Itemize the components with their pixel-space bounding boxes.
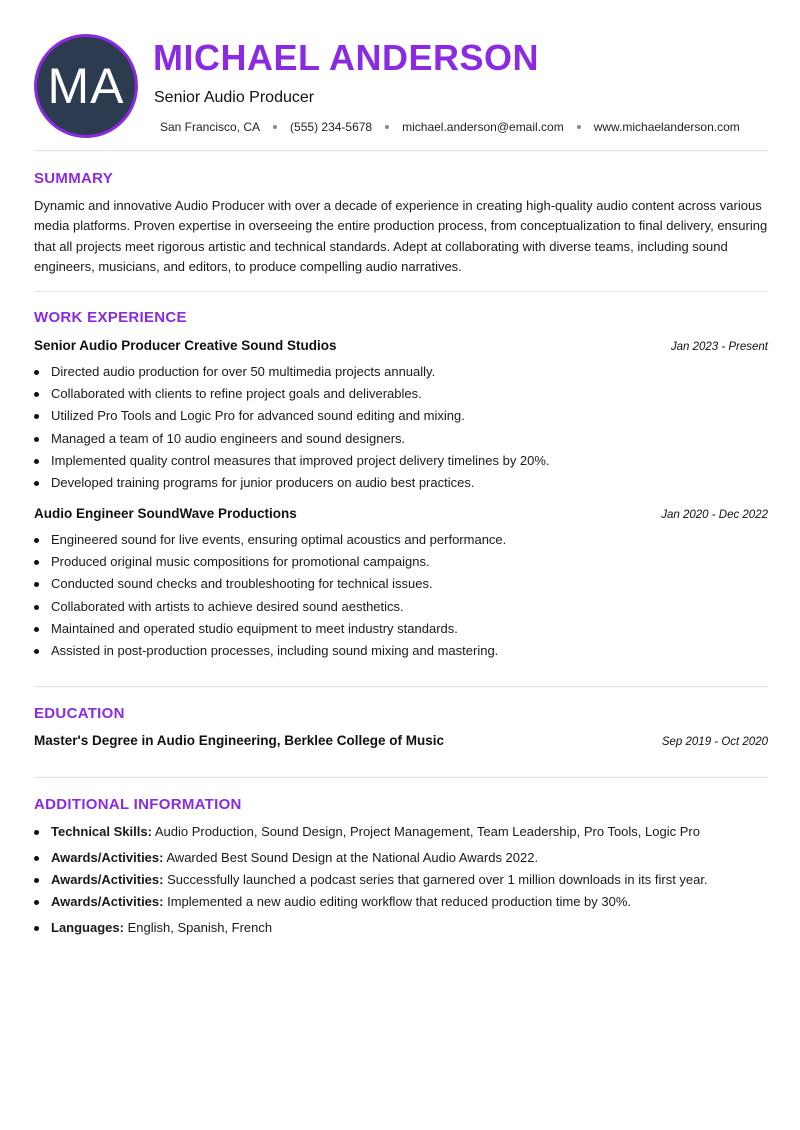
job-bullet-list [51,362,550,495]
job-header [34,338,768,353]
list-item: Engineered sound for live events, ensuring optimal acoustics and performance. [51,530,506,552]
section-divider [34,150,768,151]
job-dates: Jan 2020 - Dec 2022 [661,509,768,521]
experience-heading: WORK EXPERIENCE [34,309,187,326]
item-label: Awards/Activities: [51,894,164,909]
summary-text: Dynamic and innovative Audio Producer with over a decade of experience in creating high-quality audio content across various media platforms. Proven expertise in overseeing the entire production process, from conceptualization to final delivery, ensuring that all projects meet rigorous artistic and technical standards. Adept at collaborating with diverse teams, including sound engineers, musicians, and editors, to produce compelling audio narratives. [34,198,768,274]
education-dates: Sep 2019 - Oct 2020 [661,736,768,748]
resume-header [34,34,768,138]
job-dates: Jan 2023 - Present [670,341,768,353]
candidate-name: MICHAEL ANDERSON [153,37,540,78]
summary-heading: SUMMARY [34,170,114,187]
education-entry [34,733,768,748]
list-item: Directed audio production for over 50 multimedia projects annually. [51,362,550,384]
contact-location: San Francisco, CA [160,120,261,134]
item-text: Audio Production, Sound Design, Project Management, Team Leadership, Pro Tools, Logic Pro [154,824,700,839]
item-text: Implemented a new audio editing workflow that reduced production time by 30%. [167,894,632,909]
contact-phone: (555) 234-5678 [290,120,373,134]
contact-website[interactable]: www.michaelanderson.com [593,120,740,134]
item-label: Languages: [51,920,124,935]
list-item: Managed a team of 10 audio engineers and sound designers. [51,429,550,451]
candidate-title: Senior Audio Producer [154,89,315,106]
contact-email[interactable]: michael.anderson@email.com [402,120,564,134]
list-item: Conducted sound checks and troubleshooting for technical issues. [51,574,506,596]
section-divider [34,686,768,687]
additional-heading: ADDITIONAL INFORMATION [34,796,242,813]
list-item: Implemented quality control measures that improved project delivery timelines by 20%. [51,451,550,473]
list-item [51,848,708,870]
avatar: MA [34,34,138,138]
list-item: Maintained and operated studio equipment to meet industry standards. [51,619,506,641]
section-divider [34,291,768,292]
separator-dot [273,125,277,129]
job-role: Senior Audio Producer Creative Sound Studios [34,338,337,353]
additional-info-list [51,822,708,940]
list-item: Collaborated with clients to refine project goals and deliverables. [51,384,550,406]
list-item: Collaborated with artists to achieve desired sound aesthetics. [51,597,506,619]
job-header [34,506,768,521]
list-item [51,870,708,892]
item-label: Awards/Activities: [51,850,164,865]
job-role: Audio Engineer SoundWave Productions [34,506,297,521]
item-text: Successfully launched a podcast series that garnered over 1 million downloads in its first year. [167,872,708,887]
separator-dot [385,125,389,129]
contact-line [160,120,740,134]
job-bullet-list [51,530,506,663]
list-item: Assisted in post-production processes, including sound mixing and mastering. [51,641,506,663]
separator-dot [577,125,581,129]
education-degree: Master's Degree in Audio Engineering, Berklee College of Music [34,733,445,748]
item-text: Awarded Best Sound Design at the National Audio Awards 2022. [166,850,539,865]
list-item [51,892,708,918]
list-item [51,822,708,848]
list-item [51,918,708,940]
item-label: Awards/Activities: [51,872,164,887]
list-item: Utilized Pro Tools and Logic Pro for advanced sound editing and mixing. [51,406,550,428]
section-divider [34,777,768,778]
item-label: Technical Skills: [51,824,152,839]
item-text: English, Spanish, French [127,920,273,935]
list-item: Developed training programs for junior producers on audio best practices. [51,473,550,495]
list-item: Produced original music compositions for promotional campaigns. [51,552,506,574]
education-heading: EDUCATION [34,705,125,722]
